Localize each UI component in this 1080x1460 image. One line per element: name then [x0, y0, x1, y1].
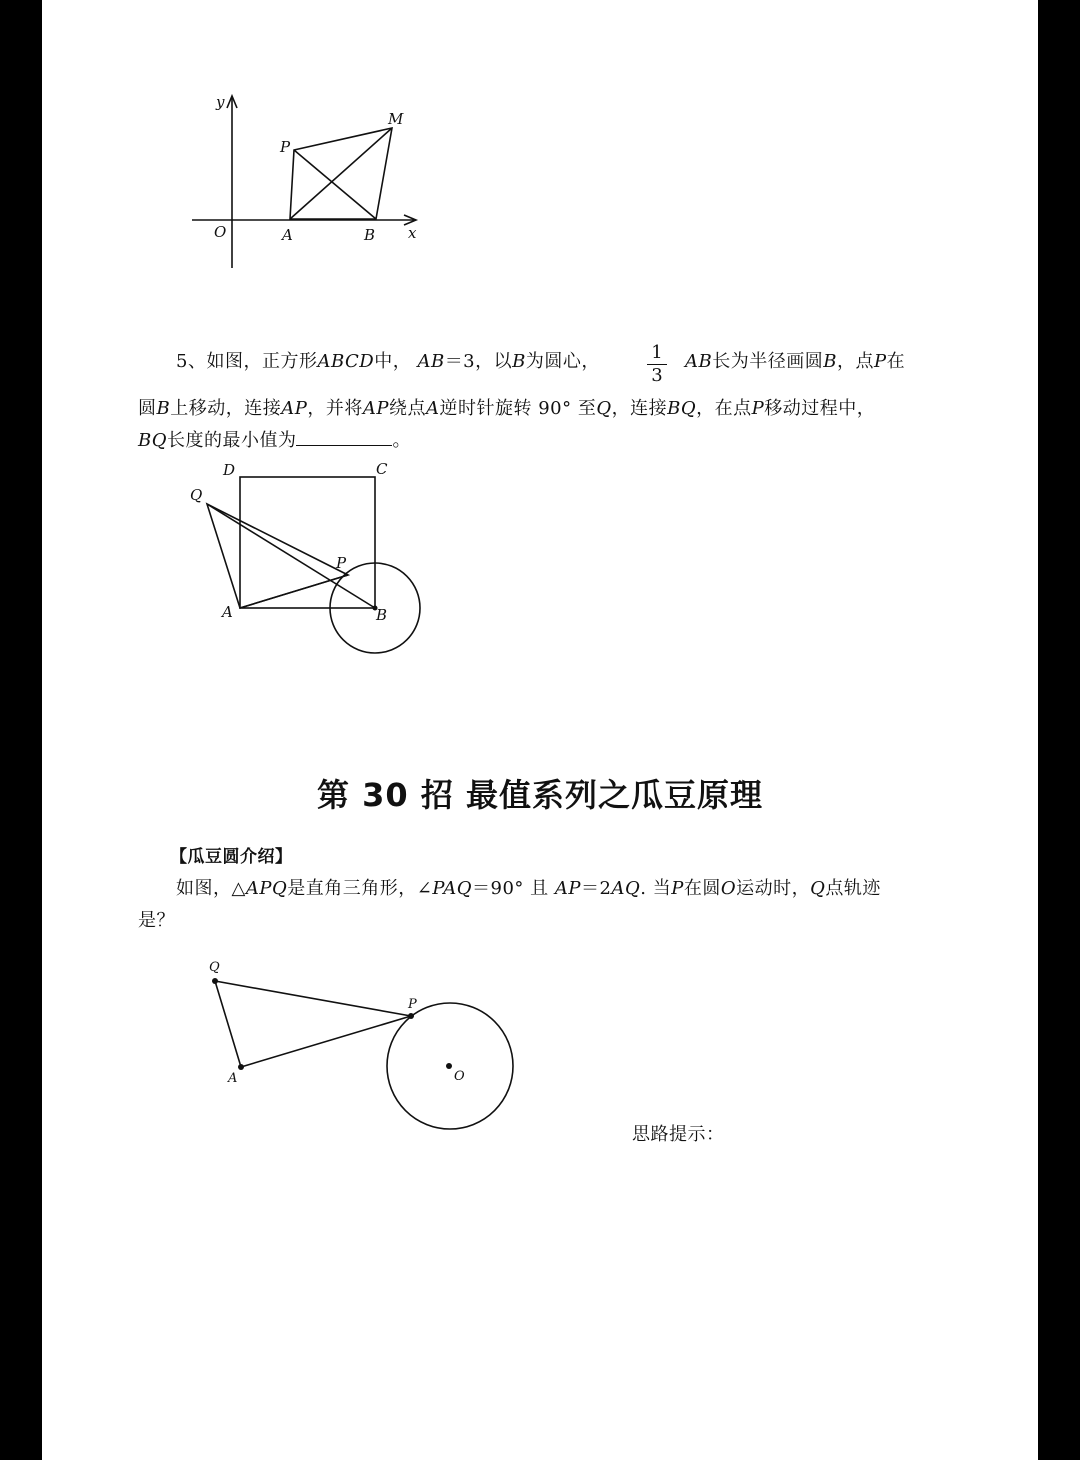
label-o: O — [454, 1069, 465, 1084]
hint-label: 思路提示： — [632, 1124, 725, 1145]
label-o: O — [214, 223, 227, 241]
figure-coordinate-quadrilateral — [42, 0, 1038, 1460]
square-abcd — [240, 477, 375, 608]
label-a: A — [282, 226, 293, 244]
label-b: B — [364, 226, 376, 244]
fraction-one-third: 1 3 — [647, 343, 667, 386]
label-y: y — [216, 93, 225, 111]
problem5-line2: 圆B上移动，连接AP，并将AP绕点A逆时针旋转 90° 至Q，连接BQ，在点P移动过程中， — [138, 398, 876, 419]
label-a: A — [228, 1071, 238, 1086]
label-p: P — [408, 997, 417, 1012]
triangle-apq — [215, 981, 411, 1067]
triangle-aqp — [207, 504, 348, 608]
label-c: C — [376, 460, 388, 478]
section-title: 第 30 招 最值系列之瓜豆原理 — [317, 776, 763, 814]
document-page — [42, 0, 1038, 1460]
label-q: Q — [190, 486, 203, 504]
label-a: A — [222, 603, 233, 621]
point-p — [408, 1013, 414, 1019]
diagonal-am — [290, 128, 392, 219]
diagonal-pb — [294, 150, 376, 219]
segment-ap — [240, 575, 348, 608]
label-p: P — [280, 138, 291, 156]
label-q: Q — [209, 960, 220, 975]
section-heading: 【瓜豆圆介绍】 — [170, 847, 293, 867]
label-d: D — [223, 461, 236, 479]
point-q — [212, 978, 218, 984]
label-m: M — [388, 110, 404, 128]
problem5-line1-tail: AB长为半径画圆B，点P在 — [685, 351, 906, 372]
point-o — [446, 1063, 452, 1069]
label-p: P — [336, 554, 347, 572]
answer-blank — [296, 427, 392, 446]
intro-line2: 是？ — [138, 910, 175, 931]
label-b: B — [376, 606, 388, 624]
problem5-line1: 5、如图，正方形ABCD中， AB＝3，以B为圆心， — [176, 351, 600, 372]
problem5-line3: BQ长度的最小值为 。 — [138, 424, 411, 458]
intro-line1: 如图，△APQ是直角三角形，∠PAQ＝90° 且 AP＝2AQ. 当P在圆O运动时，Q点轨迹 — [176, 878, 881, 899]
label-x: x — [408, 224, 417, 242]
point-a — [238, 1064, 244, 1070]
